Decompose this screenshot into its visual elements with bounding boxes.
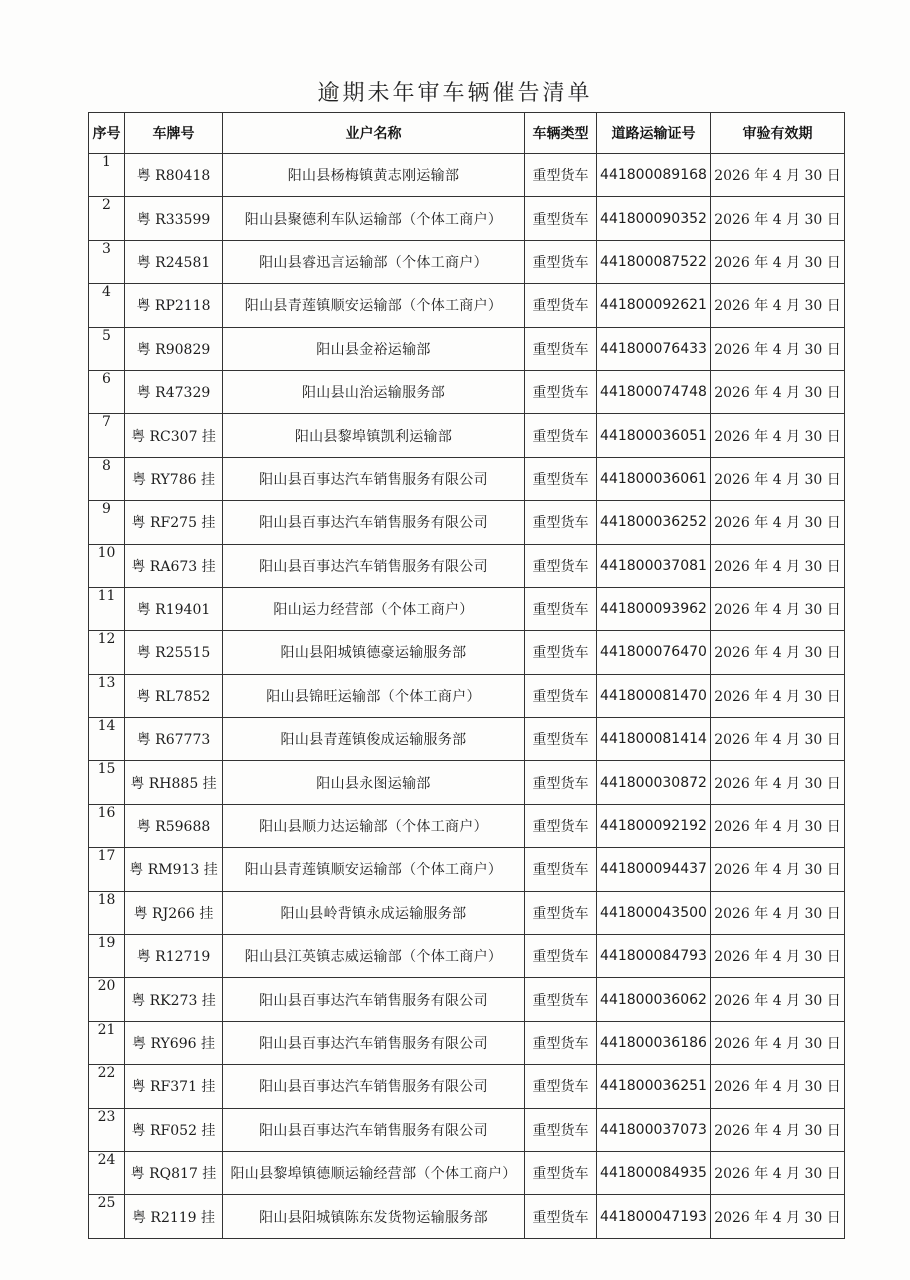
table-row <box>89 1108 845 1151</box>
cell-permit-number: 441800084793 <box>597 935 711 978</box>
cell-valid-until: 2026 年 4 月 30 日 <box>711 240 845 283</box>
cell-permit-number: 441800036062 <box>597 978 711 1021</box>
cell-permit-number: 441800030872 <box>597 761 711 804</box>
cell-owner: 阳山县山治运输服务部 <box>223 370 525 413</box>
cell-owner: 阳山县百事达汽车销售服务有限公司 <box>223 501 525 544</box>
table-row <box>89 370 845 413</box>
cell-valid-until: 2026 年 4 月 30 日 <box>711 978 845 1021</box>
cell-valid-until: 2026 年 4 月 30 日 <box>711 544 845 587</box>
cell-owner: 阳山县百事达汽车销售服务有限公司 <box>223 457 525 500</box>
cell-plate: 粤 R19401 <box>125 587 223 630</box>
cell-vehicle-type: 重型货车 <box>525 154 597 197</box>
cell-owner: 阳山县青莲镇俊成运输服务部 <box>223 718 525 761</box>
cell-permit-number: 441800092621 <box>597 284 711 327</box>
cell-serial: 21 <box>89 1021 125 1064</box>
cell-serial: 10 <box>89 544 125 587</box>
cell-permit-number: 441800092192 <box>597 804 711 847</box>
table-row <box>89 978 845 1021</box>
cell-permit-number: 441800036061 <box>597 457 711 500</box>
cell-valid-until: 2026 年 4 月 30 日 <box>711 284 845 327</box>
cell-owner: 阳山县黎埠镇德顺运输经营部（个体工商户） <box>223 1151 525 1194</box>
header-valid-until: 审验有效期 <box>711 113 845 154</box>
cell-valid-until: 2026 年 4 月 30 日 <box>711 1151 845 1194</box>
cell-owner: 阳山县阳城镇陈东发货物运输服务部 <box>223 1195 525 1238</box>
cell-permit-number: 441800036186 <box>597 1021 711 1064</box>
cell-vehicle-type: 重型货车 <box>525 370 597 413</box>
cell-valid-until: 2026 年 4 月 30 日 <box>711 1195 845 1238</box>
cell-vehicle-type: 重型货车 <box>525 848 597 891</box>
cell-owner: 阳山运力经营部（个体工商户） <box>223 587 525 630</box>
cell-permit-number: 441800074748 <box>597 370 711 413</box>
cell-permit-number: 441800089168 <box>597 154 711 197</box>
header-permit-number: 道路运输证号 <box>597 113 711 154</box>
table-row <box>89 154 845 197</box>
cell-valid-until: 2026 年 4 月 30 日 <box>711 935 845 978</box>
cell-serial: 14 <box>89 718 125 761</box>
cell-valid-until: 2026 年 4 月 30 日 <box>711 848 845 891</box>
cell-plate: 粤 RH885 挂 <box>125 761 223 804</box>
cell-valid-until: 2026 年 4 月 30 日 <box>711 327 845 370</box>
table-row <box>89 240 845 283</box>
cell-vehicle-type: 重型货车 <box>525 1065 597 1108</box>
cell-plate: 粤 RQ817 挂 <box>125 1151 223 1194</box>
cell-vehicle-type: 重型货车 <box>525 1108 597 1151</box>
header-plate: 车牌号 <box>125 113 223 154</box>
cell-permit-number: 441800076470 <box>597 631 711 674</box>
cell-valid-until: 2026 年 4 月 30 日 <box>711 370 845 413</box>
cell-owner: 阳山县金裕运输部 <box>223 327 525 370</box>
cell-serial: 1 <box>89 154 125 197</box>
cell-permit-number: 441800036051 <box>597 414 711 457</box>
cell-valid-until: 2026 年 4 月 30 日 <box>711 197 845 240</box>
cell-vehicle-type: 重型货车 <box>525 587 597 630</box>
cell-vehicle-type: 重型货车 <box>525 1021 597 1064</box>
table-row <box>89 761 845 804</box>
cell-plate: 粤 RF371 挂 <box>125 1065 223 1108</box>
cell-serial: 8 <box>89 457 125 500</box>
cell-owner: 阳山县黎埠镇凯利运输部 <box>223 414 525 457</box>
cell-permit-number: 441800037081 <box>597 544 711 587</box>
table-row <box>89 284 845 327</box>
cell-permit-number: 441800036252 <box>597 501 711 544</box>
cell-owner: 阳山县百事达汽车销售服务有限公司 <box>223 1065 525 1108</box>
cell-vehicle-type: 重型货车 <box>525 327 597 370</box>
table-row <box>89 631 845 674</box>
cell-permit-number: 441800081414 <box>597 718 711 761</box>
cell-vehicle-type: 重型货车 <box>525 414 597 457</box>
table-row <box>89 674 845 717</box>
cell-serial: 24 <box>89 1151 125 1194</box>
cell-vehicle-type: 重型货车 <box>525 501 597 544</box>
cell-valid-until: 2026 年 4 月 30 日 <box>711 501 845 544</box>
header-vehicle-type: 车辆类型 <box>525 113 597 154</box>
table-row <box>89 1195 845 1238</box>
cell-valid-until: 2026 年 4 月 30 日 <box>711 1108 845 1151</box>
cell-permit-number: 441800037073 <box>597 1108 711 1151</box>
cell-vehicle-type: 重型货车 <box>525 1151 597 1194</box>
cell-serial: 6 <box>89 370 125 413</box>
cell-plate: 粤 R33599 <box>125 197 223 240</box>
cell-valid-until: 2026 年 4 月 30 日 <box>711 457 845 500</box>
cell-permit-number: 441800094437 <box>597 848 711 891</box>
table-row <box>89 891 845 934</box>
cell-vehicle-type: 重型货车 <box>525 284 597 327</box>
cell-vehicle-type: 重型货车 <box>525 544 597 587</box>
cell-plate: 粤 R90829 <box>125 327 223 370</box>
cell-owner: 阳山县百事达汽车销售服务有限公司 <box>223 544 525 587</box>
cell-plate: 粤 RL7852 <box>125 674 223 717</box>
table-row <box>89 587 845 630</box>
cell-valid-until: 2026 年 4 月 30 日 <box>711 674 845 717</box>
table-row <box>89 327 845 370</box>
cell-serial: 7 <box>89 414 125 457</box>
cell-vehicle-type: 重型货车 <box>525 891 597 934</box>
cell-vehicle-type: 重型货车 <box>525 718 597 761</box>
cell-plate: 粤 RY696 挂 <box>125 1021 223 1064</box>
table-row <box>89 1151 845 1194</box>
cell-plate: 粤 R12719 <box>125 935 223 978</box>
cell-vehicle-type: 重型货车 <box>525 804 597 847</box>
table-row <box>89 804 845 847</box>
cell-plate: 粤 R67773 <box>125 718 223 761</box>
cell-vehicle-type: 重型货车 <box>525 457 597 500</box>
cell-serial: 17 <box>89 848 125 891</box>
cell-plate: 粤 RJ266 挂 <box>125 891 223 934</box>
cell-valid-until: 2026 年 4 月 30 日 <box>711 1021 845 1064</box>
cell-owner: 阳山县顺力达运输部（个体工商户） <box>223 804 525 847</box>
cell-permit-number: 441800081470 <box>597 674 711 717</box>
cell-permit-number: 441800036251 <box>597 1065 711 1108</box>
cell-serial: 13 <box>89 674 125 717</box>
cell-vehicle-type: 重型货车 <box>525 197 597 240</box>
cell-plate: 粤 RA673 挂 <box>125 544 223 587</box>
table-row <box>89 414 845 457</box>
cell-serial: 2 <box>89 197 125 240</box>
cell-permit-number: 441800047193 <box>597 1195 711 1238</box>
table-row <box>89 848 845 891</box>
cell-vehicle-type: 重型货车 <box>525 631 597 674</box>
cell-serial: 5 <box>89 327 125 370</box>
cell-serial: 18 <box>89 891 125 934</box>
cell-vehicle-type: 重型货车 <box>525 1195 597 1238</box>
cell-plate: 粤 R25515 <box>125 631 223 674</box>
cell-owner: 阳山县杨梅镇黄志刚运输部 <box>223 154 525 197</box>
cell-owner: 阳山县百事达汽车销售服务有限公司 <box>223 978 525 1021</box>
cell-owner: 阳山县聚德利车队运输部（个体工商户） <box>223 197 525 240</box>
cell-owner: 阳山县江英镇志威运输部（个体工商户） <box>223 935 525 978</box>
cell-valid-until: 2026 年 4 月 30 日 <box>711 804 845 847</box>
cell-serial: 22 <box>89 1065 125 1108</box>
cell-plate: 粤 RY786 挂 <box>125 457 223 500</box>
cell-plate: 粤 R24581 <box>125 240 223 283</box>
cell-plate: 粤 RF275 挂 <box>125 501 223 544</box>
cell-plate: 粤 RC307 挂 <box>125 414 223 457</box>
cell-permit-number: 441800087522 <box>597 240 711 283</box>
cell-permit-number: 441800043500 <box>597 891 711 934</box>
cell-plate: 粤 R80418 <box>125 154 223 197</box>
cell-serial: 25 <box>89 1195 125 1238</box>
cell-vehicle-type: 重型货车 <box>525 978 597 1021</box>
table-row <box>89 718 845 761</box>
cell-plate: 粤 R47329 <box>125 370 223 413</box>
cell-serial: 23 <box>89 1108 125 1151</box>
cell-serial: 20 <box>89 978 125 1021</box>
cell-plate: 粤 RP2118 <box>125 284 223 327</box>
cell-permit-number: 441800090352 <box>597 197 711 240</box>
cell-vehicle-type: 重型货车 <box>525 761 597 804</box>
cell-plate: 粤 RK273 挂 <box>125 978 223 1021</box>
header-serial: 序号 <box>89 113 125 154</box>
cell-serial: 3 <box>89 240 125 283</box>
vehicle-list-table <box>88 112 845 1239</box>
cell-serial: 9 <box>89 501 125 544</box>
cell-plate: 粤 RF052 挂 <box>125 1108 223 1151</box>
cell-serial: 16 <box>89 804 125 847</box>
cell-valid-until: 2026 年 4 月 30 日 <box>711 587 845 630</box>
cell-permit-number: 441800093962 <box>597 587 711 630</box>
cell-plate: 粤 RM913 挂 <box>125 848 223 891</box>
cell-vehicle-type: 重型货车 <box>525 240 597 283</box>
cell-owner: 阳山县永图运输部 <box>223 761 525 804</box>
table-row <box>89 544 845 587</box>
cell-permit-number: 441800076433 <box>597 327 711 370</box>
cell-serial: 12 <box>89 631 125 674</box>
cell-vehicle-type: 重型货车 <box>525 935 597 978</box>
cell-owner: 阳山县岭背镇永成运输服务部 <box>223 891 525 934</box>
cell-owner: 阳山县阳城镇德豪运输服务部 <box>223 631 525 674</box>
table-header-row <box>89 113 845 154</box>
table-row <box>89 197 845 240</box>
table-row <box>89 457 845 500</box>
cell-serial: 11 <box>89 587 125 630</box>
cell-serial: 15 <box>89 761 125 804</box>
cell-owner: 阳山县锦旺运输部（个体工商户） <box>223 674 525 717</box>
cell-valid-until: 2026 年 4 月 30 日 <box>711 718 845 761</box>
cell-valid-until: 2026 年 4 月 30 日 <box>711 761 845 804</box>
cell-owner: 阳山县百事达汽车销售服务有限公司 <box>223 1021 525 1064</box>
document-title: 逾期未年审车辆催告清单 <box>317 81 593 106</box>
cell-permit-number: 441800084935 <box>597 1151 711 1194</box>
cell-owner: 阳山县睿迅言运输部（个体工商户） <box>223 240 525 283</box>
cell-owner: 阳山县青莲镇顺安运输部（个体工商户） <box>223 284 525 327</box>
table-row <box>89 501 845 544</box>
table-row <box>89 935 845 978</box>
table-row <box>89 1021 845 1064</box>
cell-plate: 粤 R2119 挂 <box>125 1195 223 1238</box>
cell-valid-until: 2026 年 4 月 30 日 <box>711 631 845 674</box>
cell-serial: 4 <box>89 284 125 327</box>
cell-valid-until: 2026 年 4 月 30 日 <box>711 891 845 934</box>
cell-owner: 阳山县青莲镇顺安运输部（个体工商户） <box>223 848 525 891</box>
cell-owner: 阳山县百事达汽车销售服务有限公司 <box>223 1108 525 1151</box>
cell-valid-until: 2026 年 4 月 30 日 <box>711 154 845 197</box>
table-row <box>89 1065 845 1108</box>
cell-vehicle-type: 重型货车 <box>525 674 597 717</box>
header-owner: 业户名称 <box>223 113 525 154</box>
cell-valid-until: 2026 年 4 月 30 日 <box>711 414 845 457</box>
cell-plate: 粤 R59688 <box>125 804 223 847</box>
cell-valid-until: 2026 年 4 月 30 日 <box>711 1065 845 1108</box>
cell-serial: 19 <box>89 935 125 978</box>
